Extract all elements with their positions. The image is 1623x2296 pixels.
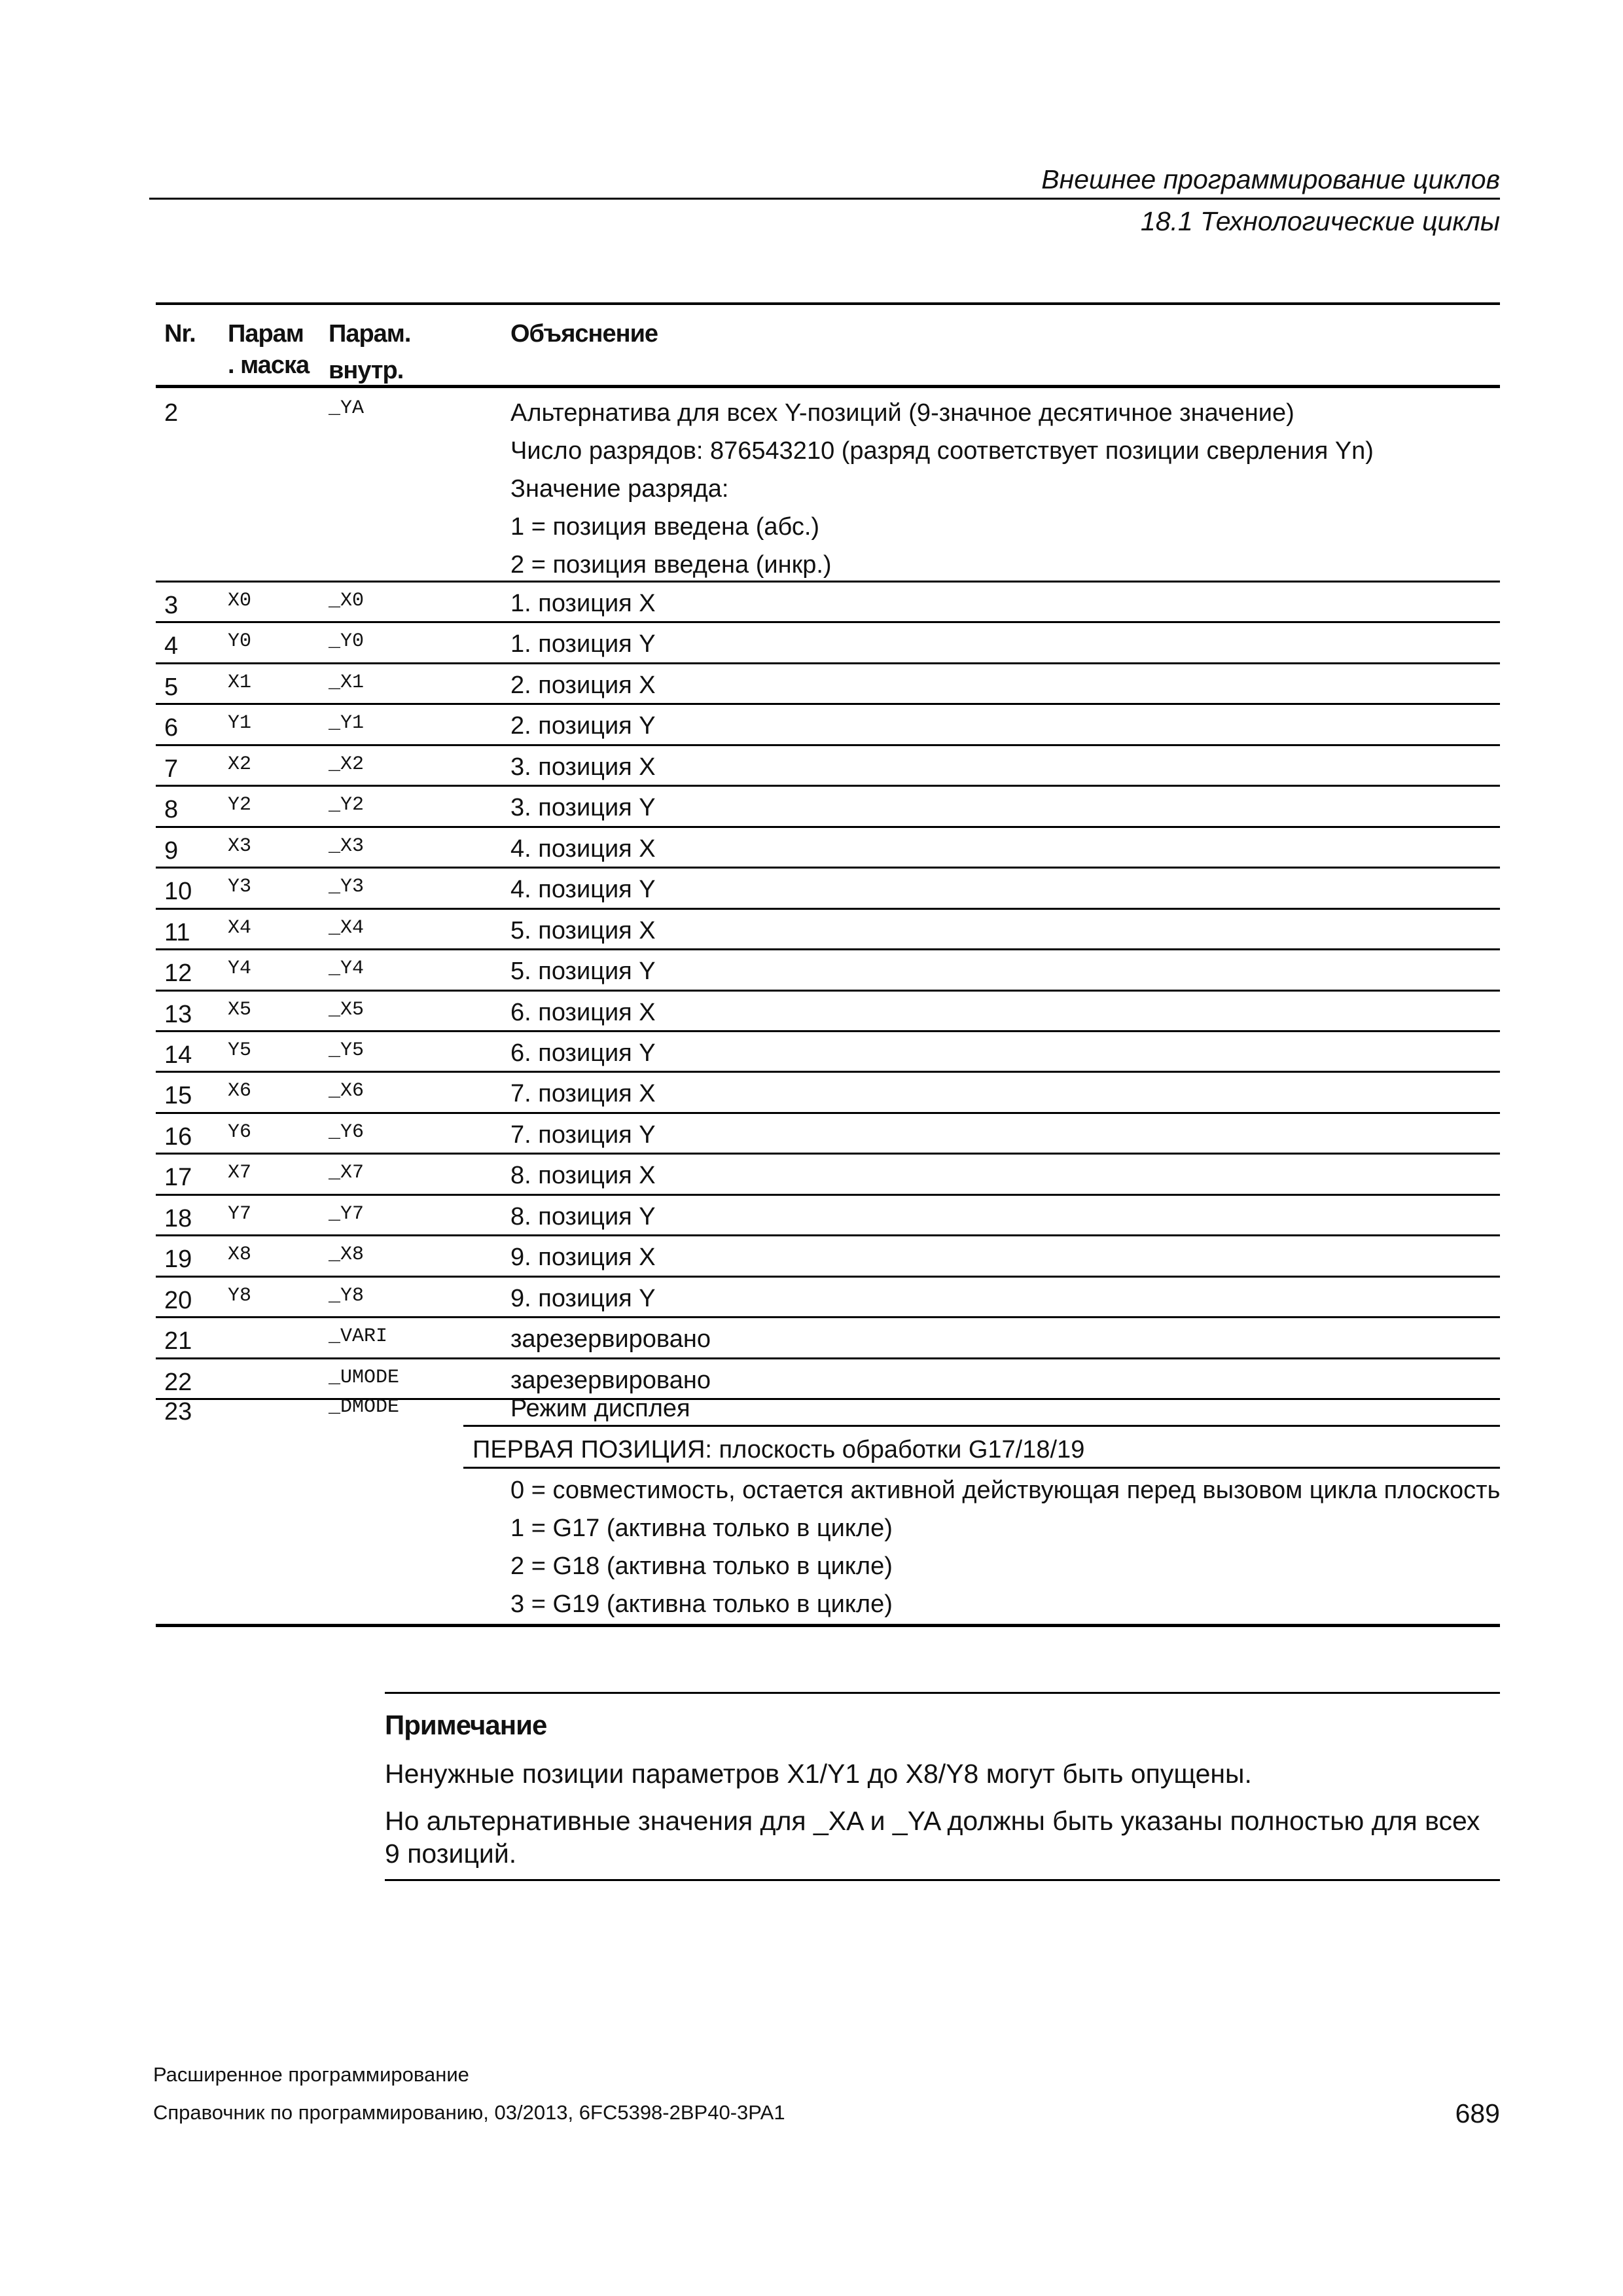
- row-2-line-1: Альтернатива для всех Y-позиций (9-значное десятичное значение): [510, 399, 1294, 427]
- row-mask-param: Y5: [228, 1039, 252, 1062]
- row-23-line-2: 1 = G17 (активна только в цикле): [510, 1515, 893, 1542]
- row-23-subheader-rule: [463, 1467, 1500, 1469]
- row-mask-param: Y0: [228, 630, 252, 653]
- row-nr: 3: [164, 592, 179, 619]
- row-2-line-2: Число разрядов: 876543210 (разряд соответствует позиции сверления Yn): [510, 437, 1374, 465]
- row-internal-param: _Y0: [329, 630, 365, 653]
- table-top-rule: [156, 302, 1500, 305]
- row-explanation: 2. позиция X: [510, 671, 656, 699]
- row-2-nr: 2: [164, 399, 179, 427]
- row-mask-param: Y3: [228, 876, 252, 899]
- note-paragraph-2: Но альтернативные значения для _XA и _YA должны быть указаны полностью для всех 9 позиций.: [385, 1806, 1480, 1869]
- row-mask-param: X5: [228, 998, 252, 1021]
- row-mask-param: X0: [228, 590, 252, 612]
- row-2-line-4: 1 = позиция введена (абс.): [510, 513, 820, 541]
- row-explanation: 5. позиция X: [510, 916, 656, 944]
- footer-subtitle: Справочник по программированию, 03/2013, 6FC5398-2BP40-3PA1: [153, 2101, 785, 2124]
- row-internal-param: _X3: [329, 834, 365, 857]
- column-header-internal-line1: Парам.: [329, 320, 411, 348]
- row-internal-param: _X5: [329, 998, 365, 1021]
- row-nr: 19: [164, 1246, 192, 1274]
- row-internal-param: _VARI: [329, 1325, 388, 1348]
- row-rule: [156, 785, 1500, 787]
- note-top-rule: [385, 1692, 1500, 1694]
- row-explanation: 1. позиция Y: [510, 630, 656, 658]
- row-internal-param: _Y7: [329, 1202, 365, 1225]
- row-internal-param: _X4: [329, 916, 365, 939]
- row-mask-param: X8: [228, 1244, 252, 1266]
- row-23-title: Режим дисплея: [510, 1395, 690, 1422]
- row-mask-param: X1: [228, 671, 252, 694]
- row-rule: [156, 621, 1500, 623]
- row-rule: [156, 1194, 1500, 1196]
- row-internal-param: _Y3: [329, 876, 365, 899]
- row-internal-param: _UMODE: [329, 1366, 400, 1389]
- row-internal-param: _Y4: [329, 958, 365, 980]
- row-internal-param: _Y6: [329, 1121, 365, 1143]
- row-23-line-4: 3 = G19 (активна только в цикле): [510, 1590, 893, 1618]
- row-mask-param: X2: [228, 753, 252, 776]
- row-nr: 5: [164, 673, 179, 701]
- row-2-line-3: Значение разряда:: [510, 475, 729, 503]
- row-explanation: 6. позиция Y: [510, 1039, 656, 1067]
- row-rule: [156, 1153, 1500, 1155]
- row-nr: 13: [164, 1000, 192, 1028]
- row-explanation: 8. позиция X: [510, 1162, 656, 1190]
- row-rule: [156, 1112, 1500, 1114]
- row-nr: 22: [164, 1368, 192, 1396]
- row-nr: 20: [164, 1286, 192, 1314]
- row-mask-param: X6: [228, 1080, 252, 1103]
- row-rule: [156, 744, 1500, 746]
- row-nr: 12: [164, 960, 192, 988]
- row-rule: [156, 867, 1500, 869]
- row-internal-param: _X8: [329, 1244, 365, 1266]
- note-title: Примечание: [385, 1710, 547, 1740]
- row-internal-param: _Y1: [329, 712, 365, 735]
- row-rule: [156, 1071, 1500, 1073]
- row-nr: 14: [164, 1041, 192, 1069]
- row-mask-param: Y4: [228, 958, 252, 980]
- row-mask-param: Y6: [228, 1121, 252, 1143]
- column-header-nr: Nr.: [164, 320, 196, 348]
- row-rule: [156, 990, 1500, 992]
- row-explanation: 9. позиция Y: [510, 1284, 656, 1312]
- row-mask-param: Y7: [228, 1202, 252, 1225]
- row-explanation: зарезервировано: [510, 1325, 711, 1354]
- row-2-internal: _YA: [329, 397, 365, 420]
- row-rule: [156, 1357, 1500, 1359]
- row-internal-param: _X0: [329, 590, 365, 612]
- row-rule: [156, 948, 1500, 950]
- row-nr: 4: [164, 632, 179, 660]
- row-mask-param: X3: [228, 834, 252, 857]
- row-23-line-1: 0 = совместимость, остается активной действующая перед вызовом цикла плоскость: [510, 1477, 1501, 1504]
- row-nr: 18: [164, 1204, 192, 1232]
- row-nr: 6: [164, 714, 179, 742]
- row-rule: [156, 662, 1500, 664]
- row-mask-param: Y2: [228, 794, 252, 817]
- row-23-subheader: ПЕРВАЯ ПОЗИЦИЯ: плоскость обработки G17/18/19: [473, 1436, 1085, 1463]
- row-internal-param: _X7: [329, 1162, 365, 1185]
- row-internal-param: _X6: [329, 1080, 365, 1103]
- row-rule: [156, 703, 1500, 705]
- row-nr: 11: [164, 918, 190, 946]
- row-rule: [156, 1234, 1500, 1236]
- header-rule: [149, 198, 1500, 200]
- row-mask-param: Y1: [228, 712, 252, 735]
- row-internal-param: _Y5: [329, 1039, 365, 1062]
- row-nr: 16: [164, 1122, 192, 1151]
- row-23-nr: 23: [164, 1398, 192, 1426]
- row-rule: [156, 1276, 1500, 1278]
- footer-title: Расширенное программирование: [153, 2063, 469, 2086]
- row-rule: [156, 908, 1500, 910]
- row-internal-param: _Y2: [329, 794, 365, 817]
- row-23-internal: _DMODE: [329, 1396, 400, 1418]
- note-paragraph-1: Ненужные позиции параметров X1/Y1 до X8/Y8 могут быть опущены.: [385, 1759, 1252, 1789]
- row-explanation: 8. позиция Y: [510, 1202, 656, 1230]
- row-explanation: 4. позиция X: [510, 834, 656, 863]
- table-header-rule: [156, 385, 1500, 388]
- row-explanation: 1. позиция X: [510, 590, 656, 617]
- row-explanation: 4. позиция Y: [510, 876, 656, 904]
- note-bottom-rule: [385, 1879, 1500, 1881]
- row-nr: 8: [164, 796, 179, 824]
- row-mask-param: X4: [228, 916, 252, 939]
- row-nr: 10: [164, 878, 192, 906]
- row-rule: [156, 1316, 1500, 1318]
- page-number: 689: [1455, 2098, 1500, 2128]
- row-23-title-rule: [463, 1425, 1500, 1427]
- row-explanation: 2. позиция Y: [510, 712, 656, 740]
- table-bottom-rule: [156, 1624, 1500, 1627]
- row-2-rule: [156, 581, 1500, 583]
- column-header-internal-line2: внутр.: [329, 357, 404, 384]
- column-header-mask-line1: Парам: [228, 320, 304, 348]
- running-header-section: 18.1 Технологические циклы: [1140, 206, 1500, 236]
- row-explanation: зарезервировано: [510, 1366, 711, 1394]
- row-nr: 15: [164, 1082, 192, 1110]
- row-internal-param: _Y8: [329, 1284, 365, 1307]
- row-2-line-5: 2 = позиция введена (инкр.): [510, 551, 832, 579]
- row-rule: [156, 826, 1500, 828]
- row-explanation: 9. позиция X: [510, 1244, 656, 1272]
- row-explanation: 3. позиция Y: [510, 794, 656, 822]
- row-internal-param: _X2: [329, 753, 365, 776]
- row-internal-param: _X1: [329, 671, 365, 694]
- row-explanation: 5. позиция Y: [510, 958, 656, 986]
- row-nr: 17: [164, 1164, 192, 1192]
- row-explanation: 7. позиция X: [510, 1080, 656, 1108]
- row-mask-param: X7: [228, 1162, 252, 1185]
- row-explanation: 7. позиция Y: [510, 1121, 656, 1149]
- row-explanation: 3. позиция X: [510, 753, 656, 781]
- row-nr: 21: [164, 1327, 192, 1355]
- row-explanation: 6. позиция X: [510, 998, 656, 1026]
- running-header-chapter: Внешнее программирование циклов: [1041, 164, 1500, 194]
- row-23-line-3: 2 = G18 (активна только в цикле): [510, 1552, 893, 1580]
- column-header-mask-line2: . маска: [228, 351, 310, 379]
- row-mask-param: Y8: [228, 1284, 252, 1307]
- row-nr: 7: [164, 755, 179, 783]
- row-nr: 9: [164, 836, 179, 865]
- column-header-explanation: Объяснение: [510, 320, 658, 348]
- row-rule: [156, 1030, 1500, 1032]
